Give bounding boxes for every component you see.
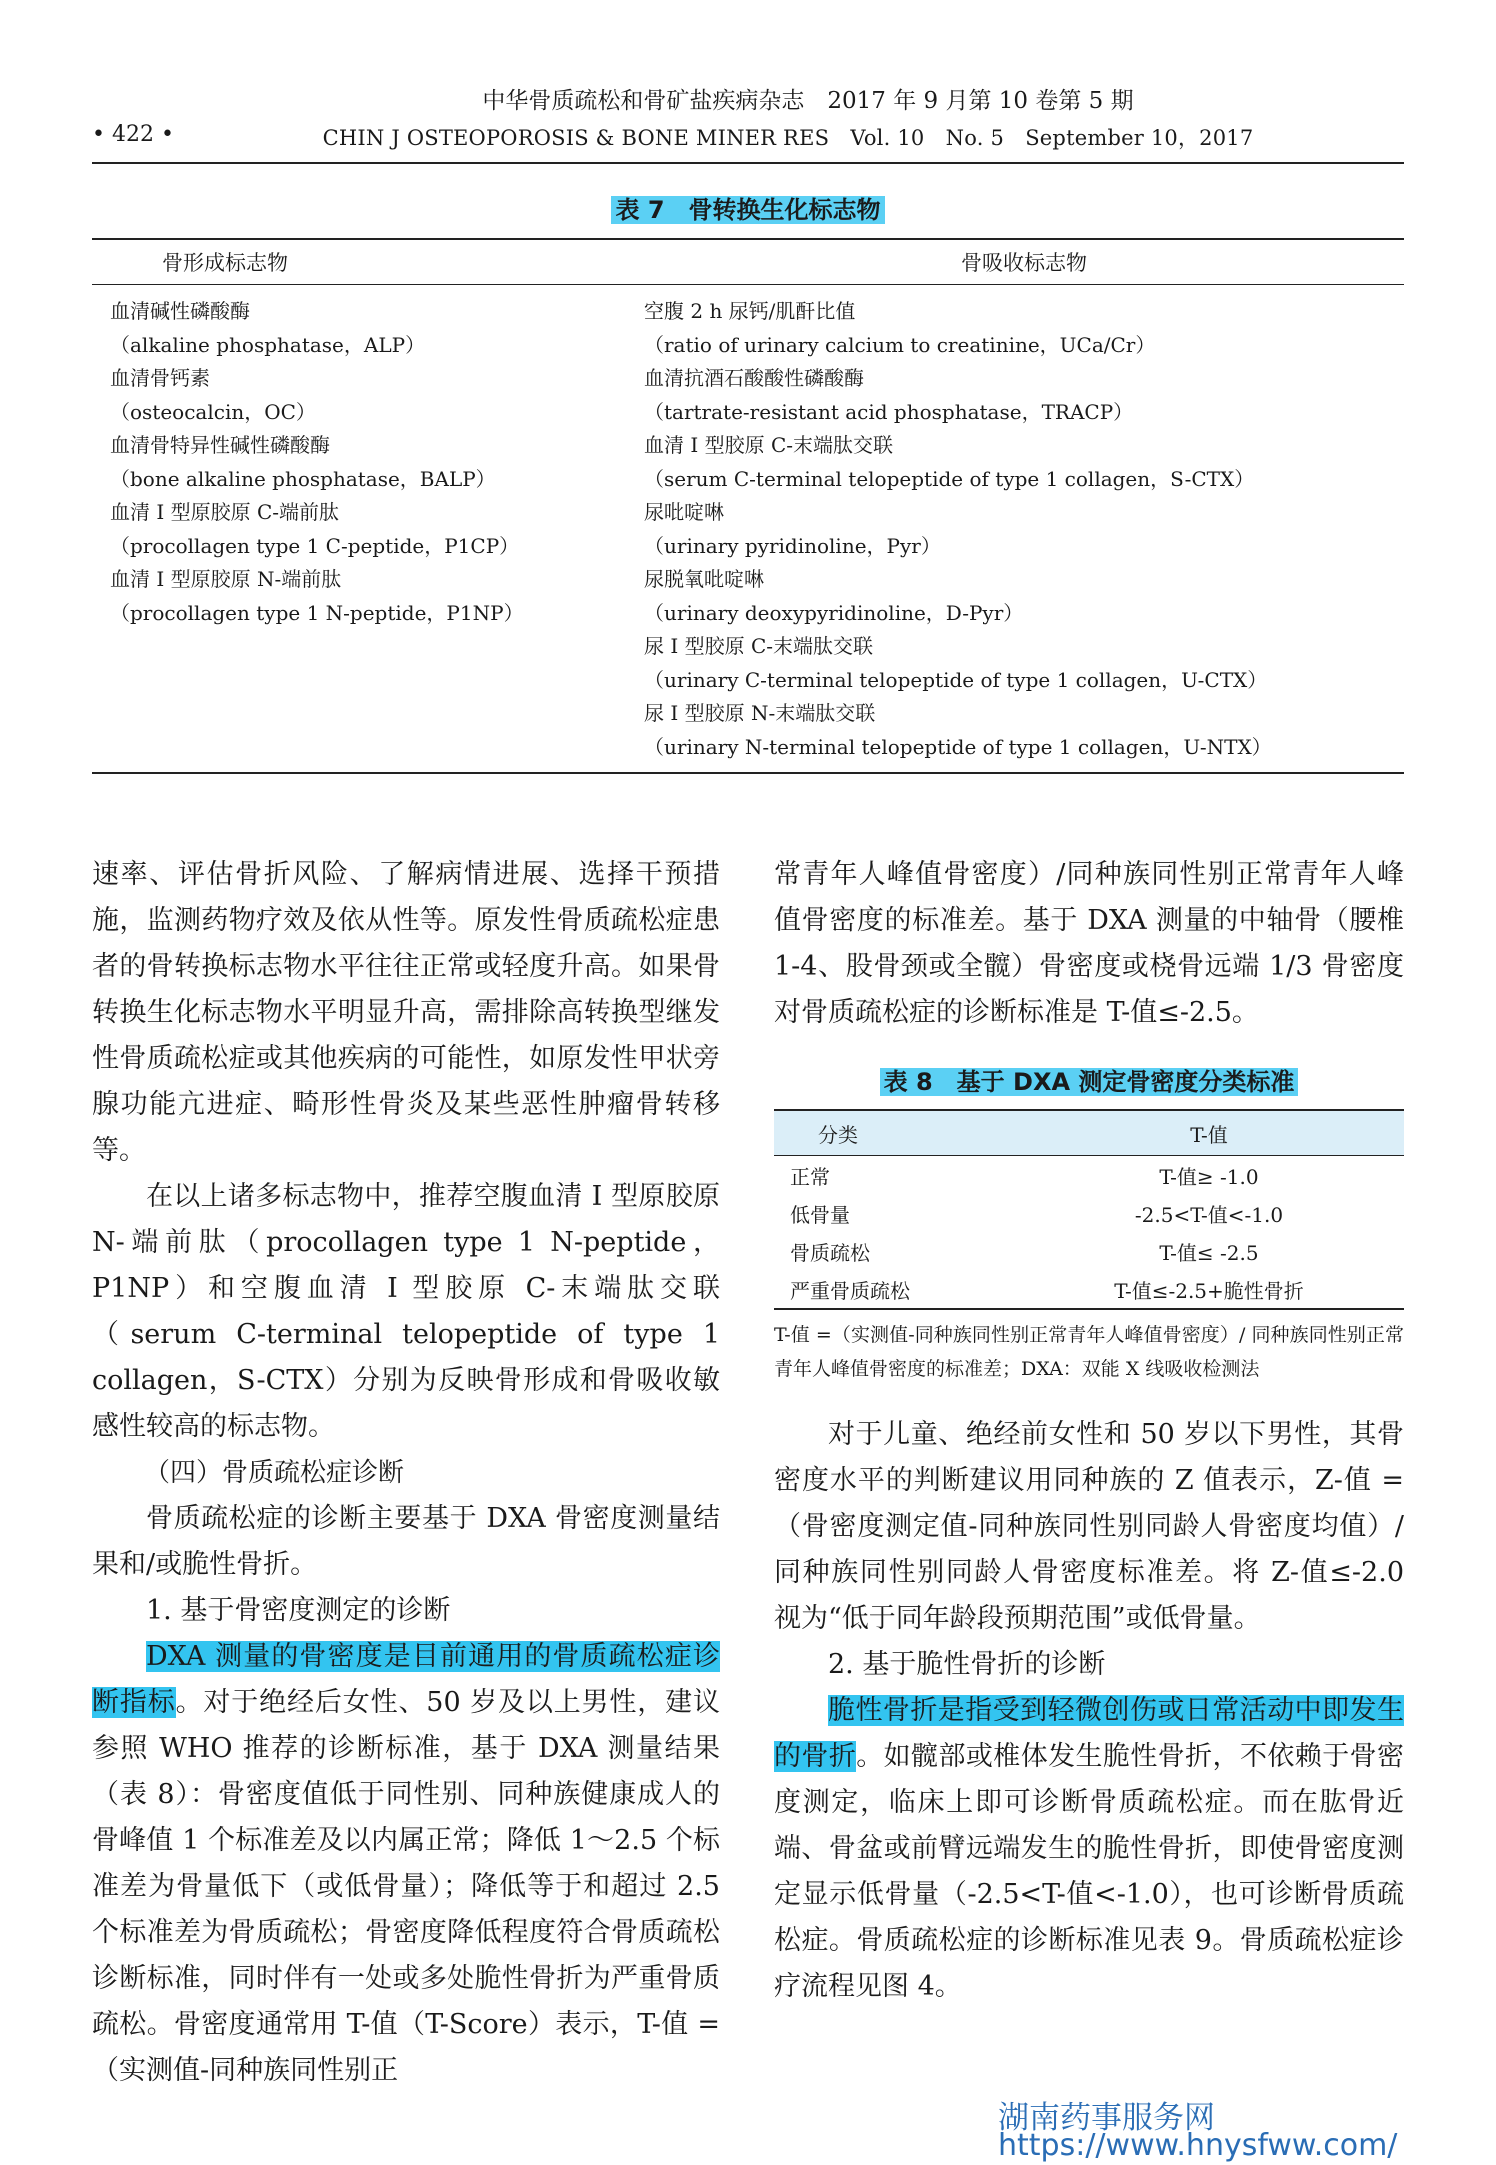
resorption-marker-line: 尿吡啶啉	[644, 500, 724, 524]
resorption-marker-line: （urinary N-terminal telopeptide of type 1 collagen，U-NTX）	[644, 734, 1272, 759]
table8-category: 骨质疏松	[790, 1240, 870, 1265]
table8-row	[774, 1194, 1404, 1232]
table8-tvalue: T-值≥ -1.0	[1159, 1164, 1259, 1189]
page-number: • 422 •	[92, 122, 174, 147]
table8-header-row	[774, 1111, 1404, 1156]
table8-tvalue: T-值≤ -2.5	[1159, 1240, 1259, 1265]
formation-marker-line: 血清 I 型原胶原 N-端前肽	[110, 567, 342, 591]
subsection-heading: 2. 基于脆性骨折的诊断	[828, 1649, 1106, 1680]
table8-row	[774, 1156, 1404, 1194]
watermark-url: https://www.hnysfww.com/	[998, 2128, 1398, 2163]
table7-header-row	[92, 240, 1404, 285]
resorption-marker-line: （tartrate-resistant acid phosphatase，TRACP）	[644, 399, 1134, 424]
subsection-heading: 1. 基于骨密度测定的诊断	[146, 1595, 451, 1626]
resorption-marker-line: 血清抗酒石酸酸性磷酸酶	[644, 366, 864, 390]
paragraph: 脆性骨折是指受到轻微创伤或日常活动中即发生的骨折。如髋部或椎体发生脆性骨折，不依赖于骨密度测定，临床上即可诊断骨质疏松症。而在肱骨近端、骨盆或前臂远端发生的脆性骨折，即使骨密度测定显示低骨量（-2.5<T-值<-1.0），也可诊断骨质疏松症。骨质疏松症的诊断标准见表 9。骨质疏松症诊疗流程见图 4。	[774, 1695, 1405, 2002]
resorption-marker-line: （ratio of urinary calcium to creatinine，UCa/Cr）	[644, 332, 1156, 357]
highlighted-text: DXA 测量的骨密度是目前通用的骨质疏松症诊断指标	[92, 1641, 720, 1718]
table8-header-tvalue: T-值	[1190, 1122, 1228, 1147]
formation-marker-line: 血清骨特异性碱性磷酸酶	[110, 433, 330, 457]
formation-marker-line: （osteocalcin，OC）	[110, 399, 316, 424]
table8-note: T-值 =（实测值-同种族同性别正常青年人峰值骨密度）/ 同种族同性别正常青年人峰值骨密度的标准差；DXA：双能 X 线吸收检测法	[774, 1324, 1404, 1380]
formation-marker-line: （alkaline phosphatase，ALP）	[110, 332, 426, 357]
journal-title-en: CHIN J OSTEOPOROSIS & BONE MINER RES Vol. 10 No. 5 September 10，2017	[322, 126, 1254, 150]
resorption-marker-line: （urinary C-terminal telopeptide of type 1 collagen，U-CTX）	[644, 667, 1268, 692]
table8	[774, 1109, 1404, 1310]
resorption-marker-line: 尿 I 型胶原 N-末端肽交联	[644, 701, 876, 725]
table8-category: 低骨量	[790, 1202, 850, 1227]
paragraph: 对于儿童、绝经前女性和 50 岁以下男性，其骨密度水平的判断建议用同种族的 Z 值表示，Z-值 =（骨密度测定值-同种族同性别同龄人骨密度均值）/同种族同性别同龄人骨密度标准差。将 Z-值≤-2.0 视为“低于同年龄段预期范围”或低骨量。	[774, 1419, 1404, 1634]
table8-row	[774, 1270, 1404, 1308]
resorption-marker-line: （urinary pyridinoline，Pyr）	[644, 533, 941, 558]
table8-category: 正常	[790, 1164, 830, 1189]
table8-caption: 表 8 基于 DXA 测定骨密度分类标准	[774, 1062, 1404, 1097]
table8-tvalue: T-值≤-2.5+脆性骨折	[1114, 1278, 1304, 1303]
resorption-marker-line: （urinary deoxypyridinoline，D-Pyr）	[644, 600, 1024, 625]
header-rule	[92, 162, 1404, 164]
resorption-marker-line: 空腹 2 h 尿钙/肌酐比值	[644, 299, 856, 323]
journal-title-cn: 中华骨质疏松和骨矿盐疾病杂志 2017 年 9 月第 10 卷第 5 期	[482, 88, 1134, 114]
formation-markers-column	[92, 295, 644, 764]
table7-col2-header: 骨吸收标志物	[961, 251, 1087, 275]
highlighted-text: 脆性骨折是指受到轻微创伤或日常活动中即发生的骨折	[774, 1695, 1404, 1772]
watermark-site-name: 湖南药事服务网	[998, 2100, 1215, 2136]
table8-header-category: 分类	[818, 1122, 858, 1147]
resorption-marker-line: （serum C-terminal telopeptide of type 1 collagen，S-CTX）	[644, 466, 1255, 491]
paragraph: DXA 测量的骨密度是目前通用的骨质疏松症诊断指标。对于绝经后女性、50 岁及以上男性，建议参照 WHO 推荐的诊断标准，基于 DXA 测量结果（表 8）：骨密度值低于同性别、同种族健康成人的骨峰值 1 个标准差及以内属正常；降低 1～2.5 个标准差为骨量低下（或低骨量）；降低等于和超过 2.5 个标准差为骨质疏松；骨密度降低程度符合骨质疏松诊断标准，同时伴有一处或多处脆性骨折为严重骨质疏松。骨密度通常用 T-值（T-Score）表示，T-值 =（实测值-同种族同性别正	[92, 1641, 720, 2086]
formation-marker-line: （procollagen type 1 C-peptide，P1CP）	[110, 533, 520, 558]
table8-tvalue: -2.5<T-值<-1.0	[1134, 1202, 1284, 1227]
table7	[92, 238, 1404, 774]
resorption-marker-line: 尿脱氧吡啶啉	[644, 567, 764, 591]
resorption-markers-column	[644, 295, 1404, 764]
table8-row	[774, 1232, 1404, 1270]
table8-category: 严重骨质疏松	[790, 1278, 910, 1303]
formation-marker-line: （procollagen type 1 N-peptide，P1NP）	[110, 600, 524, 625]
page-header	[92, 82, 1404, 160]
paragraph: 在以上诸多标志物中，推荐空腹血清 I 型原胶原 N-端前肽（procollagen type 1 N-peptide，P1NP）和空腹血清 I 型胶原 C-末端肽交联（serum C-terminal telopeptide of type 1 collagen，S-CTX）分别为反映骨形成和骨吸收敏感性较高的标志物。	[92, 1181, 720, 1442]
formation-marker-line: 血清骨钙素	[110, 366, 210, 390]
resorption-marker-line: 血清 I 型胶原 C-末端肽交联	[644, 433, 894, 457]
formation-marker-line: 血清碱性磷酸酶	[110, 299, 250, 323]
paragraph: 速率、评估骨折风险、了解病情进展、选择干预措施，监测药物疗效及依从性等。原发性骨质疏松症患者的骨转换标志物水平往往正常或轻度升高。如果骨转换生化标志物水平明显升高，需排除高转换型继发性骨质疏松症或其他疾病的可能性，如原发性甲状旁腺功能亢进症、畸形性骨炎及某些恶性肿瘤骨转移等。	[92, 859, 720, 1166]
formation-marker-line: （bone alkaline phosphatase，BALP）	[110, 466, 496, 491]
paragraph: 常青年人峰值骨密度）/同种族同性别正常青年人峰值骨密度的标准差。基于 DXA 测量的中轴骨（腰椎 1-4、股骨颈或全髋）骨密度或桡骨远端 1/3 骨密度对骨质疏松症的诊断标准是 T-值≤-2.5。	[774, 859, 1404, 1028]
left-column	[92, 852, 720, 2094]
resorption-marker-line: 尿 I 型胶原 C-末端肽交联	[644, 634, 874, 658]
formation-marker-line: 血清 I 型原胶原 C-端前肽	[110, 500, 340, 524]
right-column	[774, 852, 1404, 2010]
section-heading: （四）骨质疏松症诊断	[144, 1458, 405, 1488]
paragraph: 骨质疏松症的诊断主要基于 DXA 骨密度测量结果和/或脆性骨折。	[92, 1503, 720, 1580]
table7-col1-header: 骨形成标志物	[162, 251, 288, 275]
table7-caption: 表 7 骨转换生化标志物	[92, 190, 1404, 225]
